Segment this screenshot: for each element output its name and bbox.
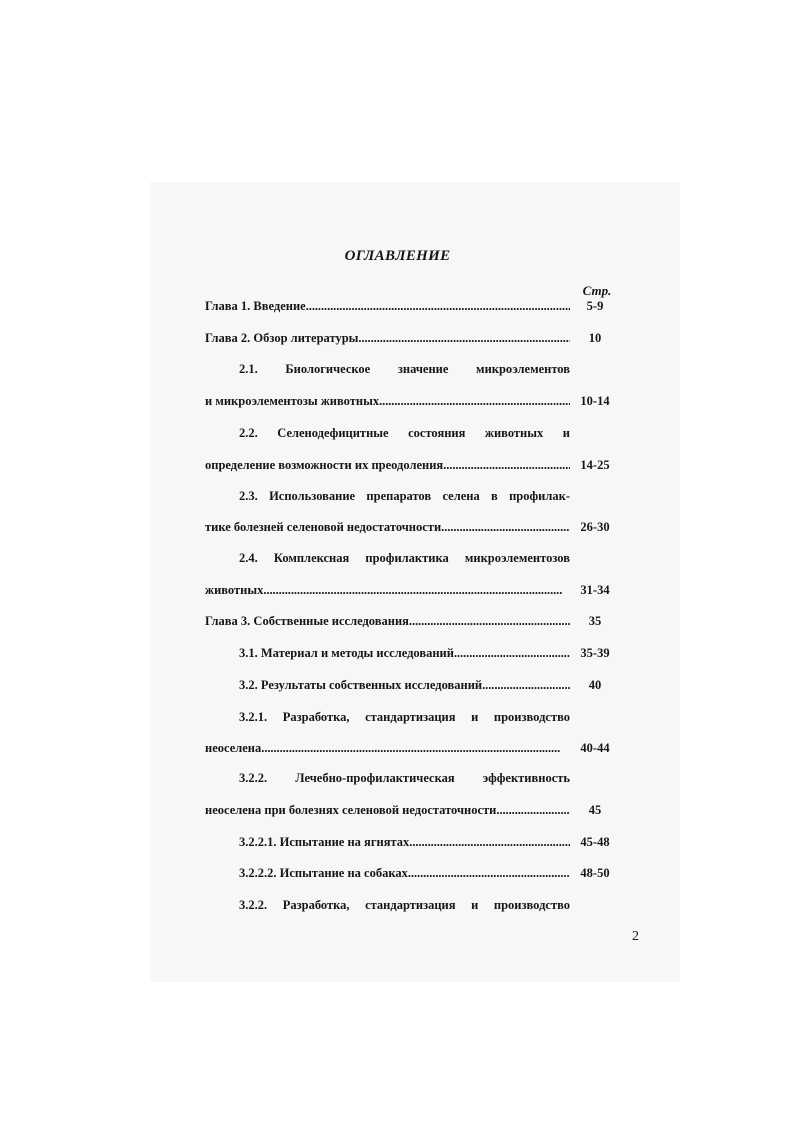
dot-leader (306, 297, 570, 315)
toc-page-ref: 40 (588, 678, 602, 692)
toc-entry-2-2-line-2 (205, 456, 570, 474)
toc-entry-3-2 (239, 676, 570, 694)
toc-entry-text: 3.1. Материал и методы исследований (239, 646, 454, 660)
dot-leader (443, 456, 570, 474)
toc-page-ref: 40-44 (580, 741, 610, 755)
dot-leader (409, 612, 570, 630)
page-number: 2 (632, 929, 639, 944)
toc-page-ref: 45 (588, 803, 602, 817)
toc-entry-text: 3.2.2.1. Испытание на ягнятах (239, 835, 410, 849)
toc-entry-3-2-2-last-line-1: 3.2.2. Разработка, стандартизация и производство (239, 898, 570, 912)
toc-entry-text: 3.2.2.2. Испытание на собаках (239, 866, 408, 880)
page-title: ОГЛАВЛЕНИЕ (344, 248, 451, 264)
dot-leader (454, 644, 570, 662)
toc-page-ref: 5-9 (586, 299, 604, 313)
dot-leader (263, 581, 570, 599)
toc-entry-2-3-line-1: 2.3. Использование препаратов селена в профилак- (239, 489, 570, 503)
toc-entry-2-3-line-2 (205, 518, 570, 536)
toc-page-ref: 26-30 (580, 520, 610, 534)
dot-leader (496, 801, 570, 819)
dot-leader (358, 329, 570, 347)
toc-entry-chapter-1 (205, 297, 570, 315)
toc-entry-2-4-line-2 (205, 581, 570, 599)
toc-entry-2-4-line-1: 2.4. Комплексная профилактика микроэлементозов (239, 551, 570, 565)
toc-entry-text: тике болезней селеновой недостаточности (205, 520, 442, 534)
toc-entry-3-2-2-line-2 (205, 801, 570, 819)
toc-page-ref: 10-14 (580, 394, 610, 408)
toc-entry-chapter-3 (205, 612, 570, 630)
toc-page-ref: 45-48 (580, 835, 610, 849)
toc-page-ref: 10 (588, 331, 602, 345)
toc-entry-text: и микроэлементозы животных (205, 394, 380, 408)
dot-leader (409, 833, 570, 851)
toc-page-ref: 35 (588, 614, 602, 628)
toc-entry-3-2-2-1 (239, 833, 570, 851)
toc-page-ref: 14-25 (580, 458, 610, 472)
toc-page-ref: 35-39 (580, 646, 610, 660)
toc-entry-text: Глава 1. Введение (205, 299, 306, 313)
dot-leader (482, 676, 570, 694)
page-column-label: Стр. (582, 283, 612, 298)
dot-leader (408, 864, 570, 882)
toc-entry-chapter-2 (205, 329, 570, 347)
toc-entry-2-1-line-1: 2.1. Биологическое значение микроэлементов (239, 362, 570, 376)
dot-leader (441, 518, 570, 536)
toc-entry-text: Глава 2. Обзор литературы (205, 331, 359, 345)
dot-leader (261, 739, 570, 757)
toc-entry-text: неоселена при болезнях селеновой недостаточности (205, 803, 497, 817)
toc-entry-2-1-line-2 (205, 392, 570, 410)
toc-entry-text: Глава 3. Собственные исследования (205, 614, 409, 628)
toc-page-ref: 48-50 (580, 866, 610, 880)
toc-entry-3-2-1-line-1: 3.2.1. Разработка, стандартизация и производство (239, 710, 570, 724)
toc-entry-text: определение возможности их преодоления (205, 458, 444, 472)
toc-entry-text: неоселена (205, 741, 262, 755)
toc-entry-2-2-line-1: 2.2. Селенодефицитные состояния животных и (239, 426, 570, 440)
toc-entry-3-2-2-line-1: 3.2.2. Лечебно-профилактическая эффективность (239, 771, 570, 785)
toc-entry-text: животных (205, 583, 264, 597)
toc-entry-3-2-2-2 (239, 864, 570, 882)
toc-page-ref: 31-34 (580, 583, 610, 597)
dot-leader (379, 392, 570, 410)
toc-entry-text: 3.2. Результаты собственных исследований (239, 678, 483, 692)
toc-entry-3-2-1-line-2 (205, 739, 570, 757)
toc-entry-3-1 (239, 644, 570, 662)
